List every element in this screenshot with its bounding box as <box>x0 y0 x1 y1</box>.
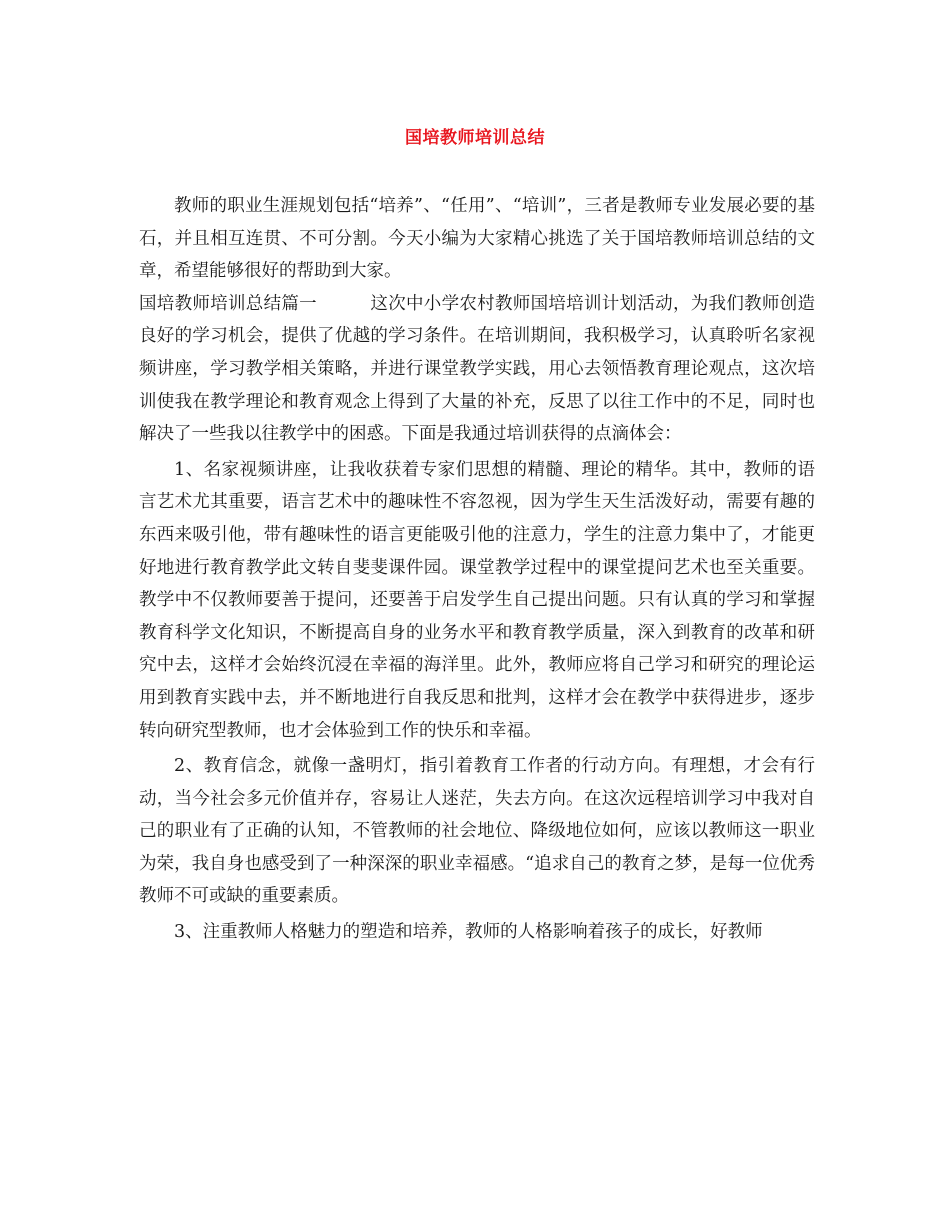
point-2-paragraph: 2、教育信念，就像一盏明灯，指引着教育工作者的行动方向。有理想，才会有行动，当今社会多元价值并存，容易让人迷茫，失去方向。在这次远程培训学习中我对自己的职业有了正确的认知，不管教师的社会地位、降级地位如何，应该以教师这一职业为荣，我自身也感受到了一种深深的职业幸福感。“追求自己的教育之梦，是每一位优秀教师不可或缺的重要素质。 <box>139 756 815 907</box>
section-paragraph <box>139 288 815 451</box>
point-1-paragraph: 1、名家视频讲座，让我收获着专家们思想的精髓、理论的精华。其中，教师的语言艺术尤其重要，语言艺术中的趣味性不容忽视，因为学生天生活泼好动，需要有趣的东西来吸引他，带有趣味性的语言更能吸引他的注意力，学生的注意力集中了，才能更好地进行教育教学此文转自斐斐课件园。课堂教学过程中的课堂提问艺术也至关重要。教学中不仅教师要善于提问，还要善于启发学生自己提出问题。只有认真的学习和掌握教育科学文化知识，不断提高自身的业务水平和教育教学质量，深入到教育的改革和研究中去，这样才会始终沉浸在幸福的海洋里。此外，教师应将自己学习和研究的理论运用到教育实践中去，并不断地进行自我反思和批判，这样才会在教学中获得进步，逐步转向研究型教师，也才会体验到工作的快乐和幸福。 <box>139 459 815 741</box>
intro-paragraph: 教师的职业生涯规划包括“培养”、“任用”、“培训”，三者是教师专业发展必要的基石，并且相互连贯、不可分割。今天小编为大家精心挑选了关于国培教师培训总结的文章，希望能够很好的帮助到大家。 <box>139 196 815 282</box>
point-3-paragraph: 3、注重教师人格魅力的塑造和培养，教师的人格影响着孩子的成长，好教师 <box>174 922 763 943</box>
section-heading: 国培教师培训总结篇一 <box>139 293 317 314</box>
document-title: 国培教师培训总结 <box>405 128 545 148</box>
section-intro-text: 这次中小学农村教师国培培训计划活动，为我们教师创造良好的学习机会，提供了优越的学习条件。在培训期间，我积极学习，认真聆听名家视频讲座，学习教学相关策略，并进行课堂教学实践，用心去领悟教育理论观点，这次培训使我在教学理论和教育观念上得到了大量的补充，反思了以往工作中的不足，同时也解决了一些我以往教学中的困惑。下面是我通过培训获得的点滴体会： <box>139 293 816 445</box>
section-gap <box>317 294 370 314</box>
document-body <box>139 190 815 949</box>
